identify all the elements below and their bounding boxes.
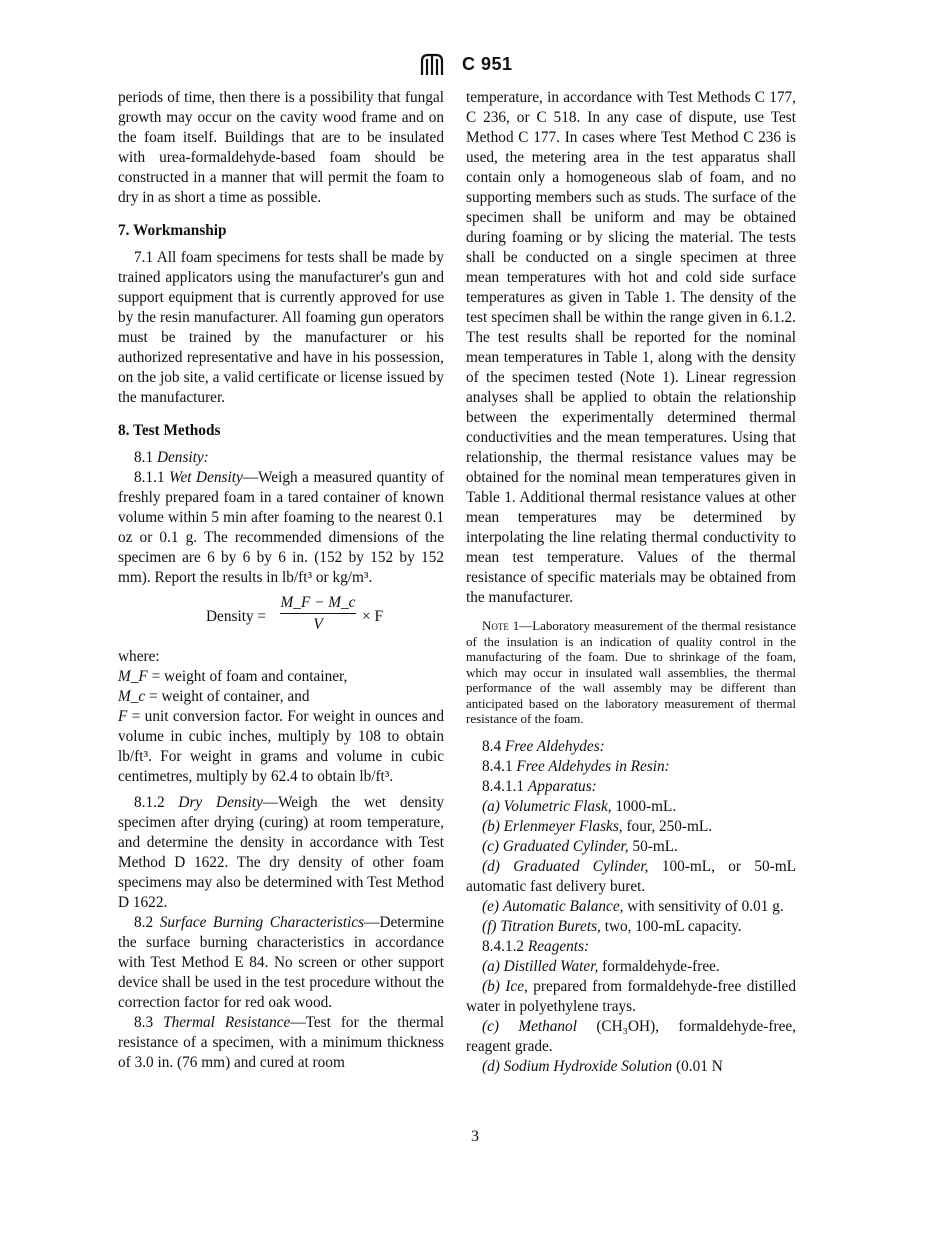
apparatus-f: (f) Titration Burets, two, 100-mL capacity. <box>482 917 742 935</box>
paragraph-continued: periods of time, then there is a possibility that fungal growth may occur on the cavity wood frame and on the foam itself. Buildings that are to be insulated with urea-formaldehyde-based foam should be constructed in a manner that will permit the foam to dry in as short a time as possible. <box>118 89 444 206</box>
apparatus-e: (e) Automatic Balance, with sensitivity of 0.01 g. <box>482 897 784 915</box>
paragraph-8-4-1-2: 8.4.1.2 Reagents: <box>482 937 590 955</box>
section-7-heading: 7. Workmanship <box>118 222 227 239</box>
reagent-a: (a) Distilled Water, formaldehyde-free. <box>482 957 720 975</box>
formula-denominator: V <box>313 616 323 633</box>
paragraph-7-1: 7.1 All foam specimens for tests shall be made by trained applicators using the manufacturer's gun and support equipment that is currently approved for use by the resin manufacturer. All foaming gun operators must be trained by the manufacturer or his authorized representative and have in his possession, on the job site, a valid certificate or license issued by the manufacturer. <box>118 249 444 406</box>
paragraph-8-2: 8.2 Surface Burning Characteristics—Determine the surface burning characteristics in accordance with Test Method E 84. No screen or other support device shall be used in the test procedure without the correction factor for red oak wood. <box>118 914 444 1011</box>
section-8-heading: 8. Test Methods <box>118 422 221 439</box>
definition-mc: M_c = weight of container, and <box>118 688 310 705</box>
left-column <box>118 88 444 1073</box>
paragraph-8-1: 8.1 Density: <box>134 449 209 466</box>
apparatus-d: (d) Graduated Cylinder, 100-mL, or 50-mL automatic fast delivery buret. <box>466 857 796 895</box>
formula-tail: × F <box>362 608 383 625</box>
paragraph-8-3-continued: temperature, in accordance with Test Methods C 177, C 236, or C 518. In any case of dispute, use Test Method C 177. In cases where Test Method C 236 is used, the metering area in the test apparatus shall contain only a homogeneous slab of foam, and no supporting members such as studs. The surface of the specimen shall be uniform and may be obtained during foaming or by slicing the material. The tests shall be conducted on a single specimen at three mean temperatures with hot and cold side surface temperatures as given in Table 1. The density of the test specimen shall be within the range given in 6.1.2. The test results shall be reported for the nominal mean temperatures in Table 1, along with the density of the specimen tested (Note 1). Linear regression analyses shall be applied to obtain the relationship between the experimentally determined thermal conductivities and the mean temperatures. Using that relationship, the thermal resistance values may be obtained for the nominal mean temperatures given in Table 1. Additional thermal resistance values at other mean temperatures may be determined by interpolating the line relating thermal conductivity to mean test temperature. Values of the thermal resistance of specific materials may be obtained from the manufacturer. <box>466 89 796 606</box>
formula-fraction <box>280 593 356 636</box>
right-column <box>466 88 796 1077</box>
paragraph-8-3: 8.3 Thermal Resistance—Test for the thermal resistance of a specimen, with a minimum thickness of 3.0 in. (76 mm) and cured at room <box>118 1014 444 1071</box>
page-number: 3 <box>471 1128 479 1145</box>
reagent-c: (c) Methanol (CH₃OH), formaldehyde-free, reagent grade. <box>466 1017 796 1055</box>
apparatus-c: (c) Graduated Cylinder, 50-mL. <box>482 837 678 855</box>
paragraph-8-4-1-1: 8.4.1.1 Apparatus: <box>482 777 597 795</box>
definition-mf: M_F = weight of foam and container, <box>118 668 348 685</box>
paragraph-8-4-1: 8.4.1 Free Aldehydes in Resin: <box>482 757 670 775</box>
standard-designation: C 951 <box>462 54 513 74</box>
paragraph-8-1-1: 8.1.1 Wet Density—Weigh a measured quantity of freshly prepared foam in a tared container of known volume within 5 min after foaming to the nearest 0.1 oz or 0.1 g. The recommended dimensions of the specimen are 6 by 6 by 6 in. (152 by 152 by 152 mm). Report the results in lb/ft³ or kg/m³. <box>118 469 444 586</box>
reagent-b: (b) Ice, prepared from formaldehyde-free distilled water in polyethylene trays. <box>466 977 796 1015</box>
paragraph-8-1-2: 8.1.2 Dry Density—Weigh the wet density specimen after drying (curing) at room temperature, and determine the density in accordance with Test Method D 1622. The dry density of other foam specimens may also be determined with Test Method D 1622. <box>118 794 445 911</box>
reagent-d: (d) Sodium Hydroxide Solution (0.01 N <box>482 1057 723 1075</box>
formula-numerator: M_F − M_c <box>280 593 356 614</box>
definition-f: F = unit conversion factor. For weight in ounces and volume in cubic inches, multiply by 108 to obtain lb/ft³. For weight in grams and volume in cubic centimetres, multiply by 62.4 to obtain lb/ft³. <box>118 708 444 785</box>
density-formula <box>118 591 444 643</box>
where-label: where: <box>118 648 160 665</box>
note-1: Note 1—Laboratory measurement of the thermal resistance of the insulation is an indication of quality control in the manufacturing of the foam. Due to shrinkage of the foam, which may occur in insulated wall assemblies, the thermal performance of the wall assembly may be different than anticipated based on the laboratory measurement of thermal resistance of the foam. <box>466 618 796 726</box>
astm-logo-icon <box>418 51 446 79</box>
formula-lhs: Density = <box>206 608 267 625</box>
paragraph-8-4: 8.4 Free Aldehydes: <box>482 737 605 755</box>
apparatus-a: (a) Volumetric Flask, 1000-mL. <box>482 797 677 815</box>
page-header <box>0 48 950 84</box>
apparatus-b: (b) Erlenmeyer Flasks, four, 250-mL. <box>482 817 713 835</box>
